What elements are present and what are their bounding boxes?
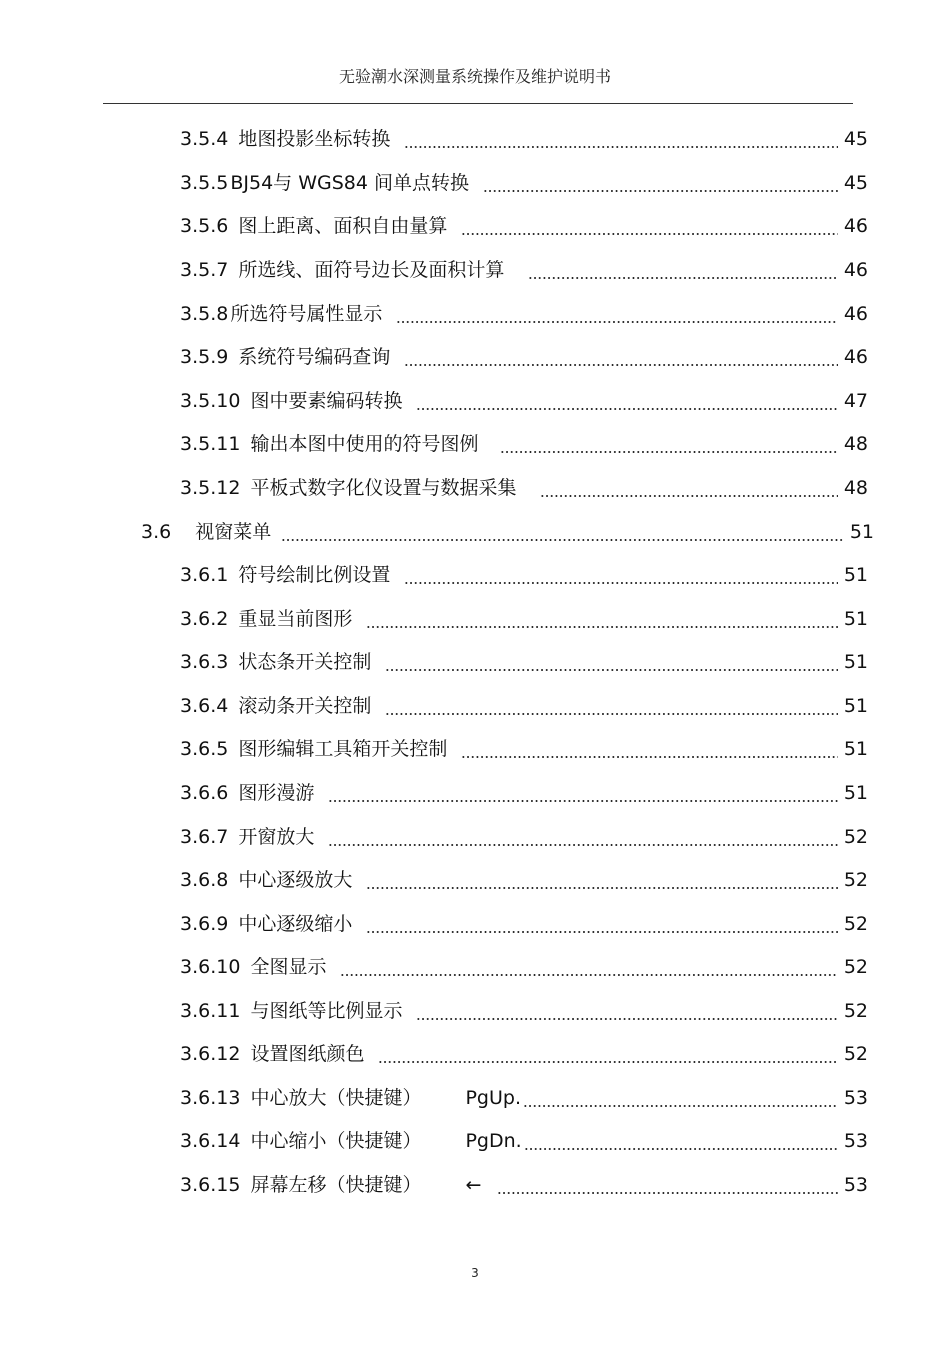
- dot-leader: [366, 626, 837, 628]
- toc-entry[interactable]: [180, 344, 868, 370]
- toc-page: 52: [843, 869, 868, 891]
- toc-page: 51: [843, 782, 868, 804]
- toc-title: 中心逐级缩小: [238, 913, 353, 935]
- shortcut-key: PgUp.: [465, 1087, 521, 1109]
- dot-leader: [416, 1018, 837, 1020]
- toc-page: 51: [843, 651, 868, 673]
- toc-page: 53: [843, 1087, 868, 1109]
- toc-title: 与图纸等比例显示: [250, 1000, 403, 1022]
- toc-entry[interactable]: [180, 562, 868, 588]
- toc-entry[interactable]: [180, 431, 868, 457]
- dot-leader: [328, 800, 837, 802]
- toc-entry[interactable]: [180, 780, 868, 806]
- left-arrow-icon: ←: [465, 1174, 482, 1196]
- dot-leader: [378, 1061, 837, 1063]
- toc-page: 51: [843, 608, 868, 630]
- toc-page: 48: [843, 477, 868, 499]
- toc-entry[interactable]: [180, 1041, 868, 1067]
- toc-entry[interactable]: [180, 867, 868, 893]
- page-header: 无验潮水深测量系统操作及维护说明书: [338, 67, 611, 86]
- toc-number: 3.6.4: [180, 695, 229, 717]
- toc-page: 51: [843, 695, 868, 717]
- toc-number: 3.6.10: [180, 956, 241, 978]
- toc-page: 52: [843, 1043, 868, 1065]
- toc-page: 53: [843, 1130, 868, 1152]
- toc-entry[interactable]: [180, 301, 868, 327]
- toc-page: 51: [843, 564, 868, 586]
- toc-page: 53: [843, 1174, 868, 1196]
- toc-title: 所选符号属性显示: [230, 303, 383, 325]
- toc-entry[interactable]: [180, 213, 868, 239]
- toc-page: 52: [843, 913, 868, 935]
- toc-entry[interactable]: [180, 736, 868, 762]
- shortcut-key: PgDn.: [465, 1130, 522, 1152]
- toc-title: BJ54与 WGS84 间单点转换: [230, 172, 470, 194]
- toc-entry[interactable]: [180, 998, 868, 1024]
- toc-page: 46: [843, 215, 868, 237]
- toc-entry[interactable]: [180, 170, 868, 196]
- dot-leader: [340, 974, 837, 976]
- toc-number: 3.6.7: [180, 826, 229, 848]
- toc-number: 3.6.13: [180, 1087, 241, 1109]
- dot-leader: [396, 321, 837, 323]
- toc-page: 46: [843, 303, 868, 325]
- toc-number: 3.5.8: [180, 303, 229, 325]
- dot-leader: [404, 582, 837, 584]
- toc-number: 3.6.3: [180, 651, 229, 673]
- toc-number: 3.5.7: [180, 259, 229, 281]
- toc-entry[interactable]: [180, 606, 868, 632]
- toc-title: 系统符号编码查询: [238, 346, 391, 368]
- toc-entry[interactable]: [180, 954, 868, 980]
- toc-page: 46: [843, 259, 868, 281]
- dot-leader: [523, 1105, 838, 1107]
- dot-leader: [524, 1148, 838, 1150]
- toc-number: 3.6.11: [180, 1000, 241, 1022]
- toc-page: 52: [843, 956, 868, 978]
- dot-leader: [385, 669, 837, 671]
- dot-leader: [328, 844, 837, 846]
- toc-entry[interactable]: [180, 126, 868, 152]
- dot-leader: [416, 408, 837, 410]
- toc-page: 45: [843, 172, 868, 194]
- toc-entry[interactable]: [180, 1085, 868, 1111]
- toc-number: 3.5.5: [180, 172, 229, 194]
- toc-number: 3.6.6: [180, 782, 229, 804]
- toc-title: 中心放大（快捷键）: [250, 1087, 422, 1109]
- toc-title: 全图显示: [250, 956, 327, 978]
- toc-title: 图形编辑工具箱开关控制: [238, 738, 448, 760]
- toc-title: 地图投影坐标转换: [238, 128, 391, 150]
- toc-number: 3.5.12: [180, 477, 241, 499]
- toc-page: 51: [849, 521, 874, 543]
- dot-leader: [483, 190, 838, 192]
- dot-leader: [461, 233, 837, 235]
- dot-leader: [528, 277, 837, 279]
- dot-leader: [281, 539, 844, 541]
- toc-number: 3.6.12: [180, 1043, 241, 1065]
- dot-leader: [497, 1192, 837, 1194]
- toc-entry[interactable]: [180, 824, 868, 850]
- toc-title: 开窗放大: [238, 826, 315, 848]
- toc-number: 3.6.14: [180, 1130, 241, 1152]
- toc-number: 3.5.6: [180, 215, 229, 237]
- toc-page: 46: [843, 346, 868, 368]
- toc-number: 3.5.11: [180, 433, 241, 455]
- toc-number: 3.5.4: [180, 128, 229, 150]
- toc-title: 设置图纸颜色: [250, 1043, 365, 1065]
- dot-leader: [366, 931, 837, 933]
- dot-leader: [500, 451, 837, 453]
- toc-title: 中心缩小（快捷键）: [250, 1130, 422, 1152]
- header-divider: [103, 103, 853, 104]
- dot-leader: [404, 146, 837, 148]
- toc-entry[interactable]: [180, 911, 868, 937]
- toc-page: 48: [843, 433, 868, 455]
- toc-title: 所选线、面符号边长及面积计算: [238, 259, 505, 281]
- dot-leader: [540, 495, 837, 497]
- page-number: 3: [471, 1266, 479, 1280]
- toc-title: 输出本图中使用的符号图例: [250, 433, 479, 455]
- toc-section-entry[interactable]: [141, 519, 874, 545]
- toc-page: 52: [843, 826, 868, 848]
- toc-entry[interactable]: [180, 1128, 868, 1154]
- toc-entry[interactable]: [180, 475, 868, 501]
- toc-title: 中心逐级放大: [238, 869, 353, 891]
- toc-title: 视窗菜单: [195, 521, 272, 543]
- dot-leader: [404, 364, 837, 366]
- toc-entry[interactable]: [180, 257, 868, 283]
- toc-title: 屏幕左移（快捷键）: [250, 1174, 422, 1196]
- toc-number: 3.6: [141, 521, 172, 543]
- toc-number: 3.6.2: [180, 608, 229, 630]
- dot-leader: [385, 713, 837, 715]
- toc-entry[interactable]: [180, 693, 868, 719]
- toc-entry[interactable]: [180, 649, 868, 675]
- toc-entry[interactable]: [180, 388, 868, 414]
- toc-title: 符号绘制比例设置: [238, 564, 391, 586]
- toc-number: 3.5.10: [180, 390, 241, 412]
- toc-number: 3.6.9: [180, 913, 229, 935]
- toc-title: 平板式数字化仪设置与数据采集: [250, 477, 517, 499]
- toc-number: 3.6.15: [180, 1174, 241, 1196]
- toc-number: 3.6.5: [180, 738, 229, 760]
- toc-number: 3.5.9: [180, 346, 229, 368]
- toc-number: 3.6.8: [180, 869, 229, 891]
- toc-title: 状态条开关控制: [238, 651, 372, 673]
- toc-page: 45: [843, 128, 868, 150]
- toc-title: 图上距离、面积自由量算: [238, 215, 448, 237]
- toc-title: 图形漫游: [238, 782, 315, 804]
- toc-title: 图中要素编码转换: [250, 390, 403, 412]
- dot-leader: [461, 756, 837, 758]
- toc-number: 3.6.1: [180, 564, 229, 586]
- toc-title: 滚动条开关控制: [238, 695, 372, 717]
- toc-title: 重显当前图形: [238, 608, 353, 630]
- dot-leader: [366, 887, 837, 889]
- toc-page: 47: [843, 390, 868, 412]
- toc-entry[interactable]: [180, 1172, 868, 1198]
- toc-page: 51: [843, 738, 868, 760]
- toc-page: 52: [843, 1000, 868, 1022]
